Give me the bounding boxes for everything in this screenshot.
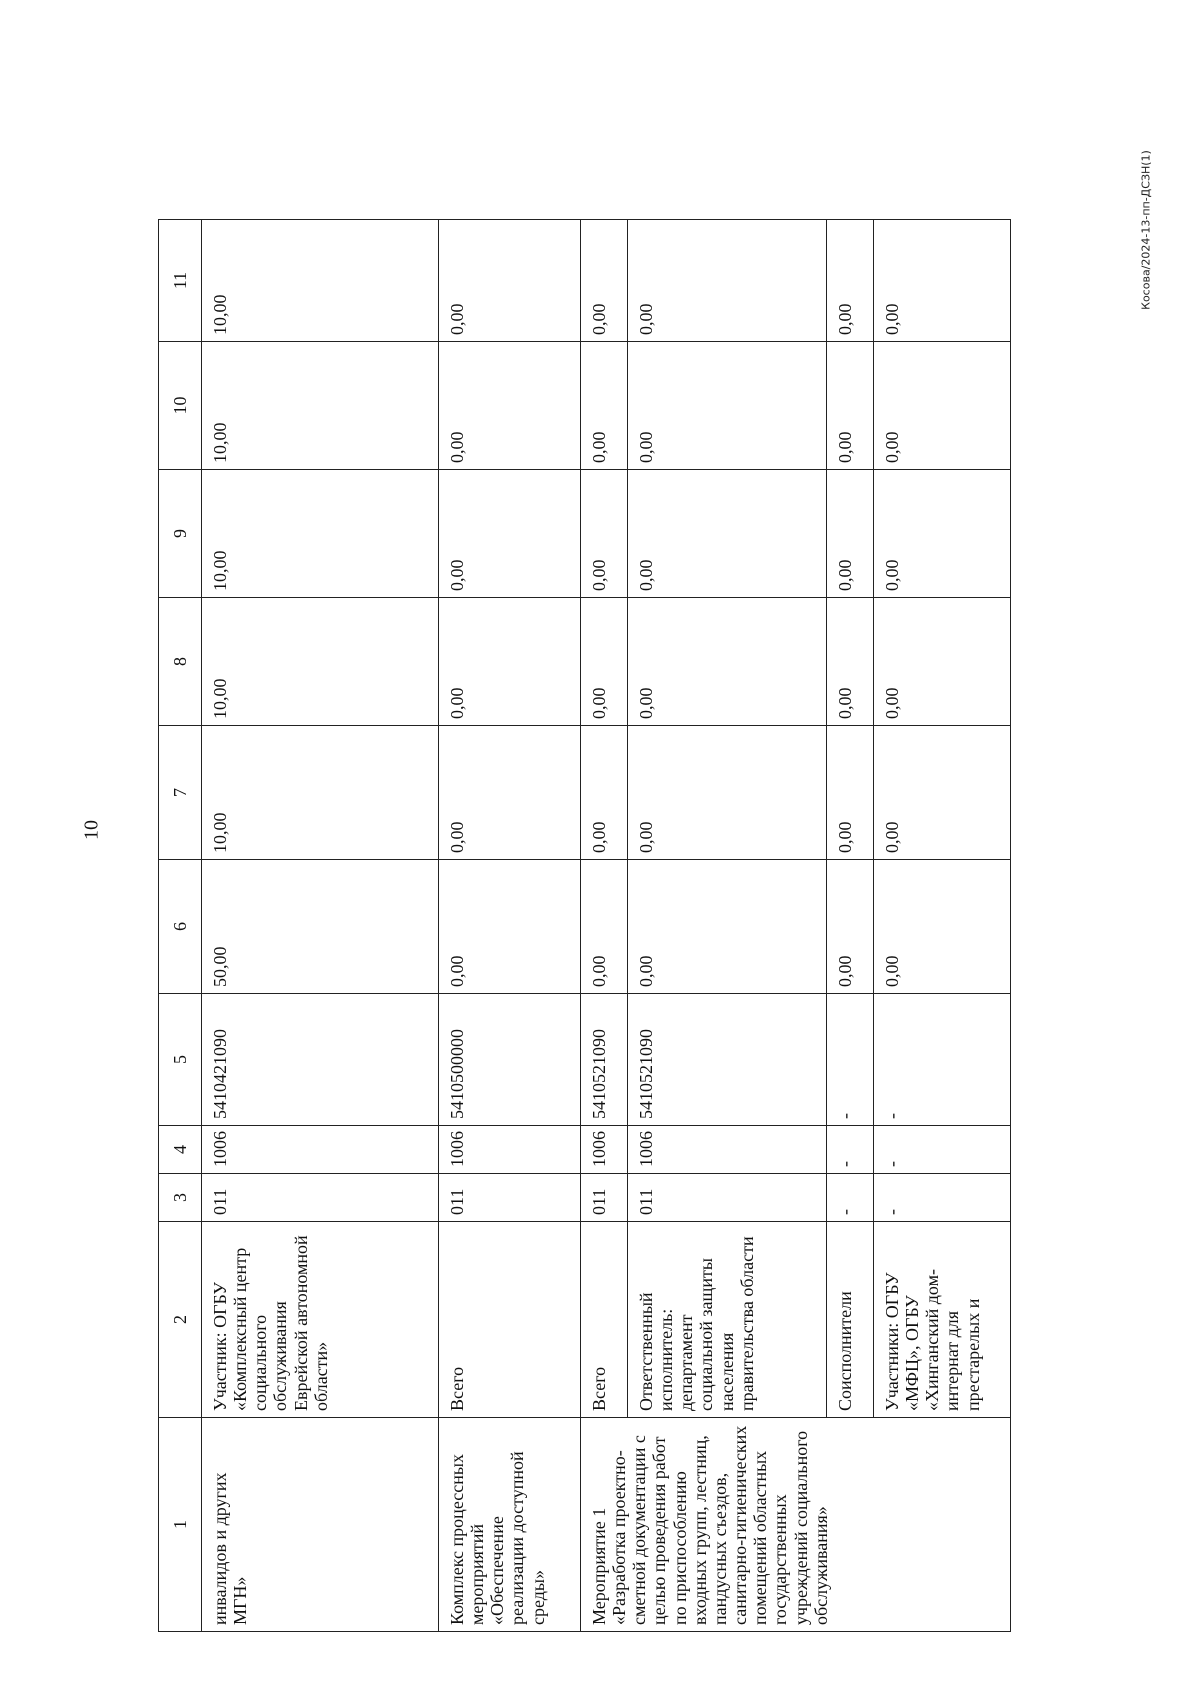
code-cell: -	[827, 1126, 874, 1174]
code-cell: 011	[202, 1174, 439, 1222]
participant-cell: Участник: ОГБУ «Комплексный центр социального обслуживания Еврейской автономной области»	[202, 1222, 439, 1418]
budget-table	[158, 219, 1011, 1632]
value-cell: 0,00	[439, 470, 581, 598]
value-cell: 0,00	[827, 342, 874, 470]
code-cell: -	[827, 1174, 874, 1222]
code-cell: 011	[581, 1174, 628, 1222]
value-cell: 0,00	[628, 726, 827, 860]
measure-name-cell: инвалидов и других МГН»	[202, 1418, 439, 1632]
header-cell: 6	[159, 860, 202, 994]
code-cell: -	[874, 1174, 1011, 1222]
header-cell: 10	[159, 342, 202, 470]
code-cell: 011	[628, 1174, 827, 1222]
code-cell: 1006	[202, 1126, 439, 1174]
value-cell: 0,00	[581, 860, 628, 994]
value-cell: 0,00	[439, 726, 581, 860]
measure-name-cell: Мероприятие 1 «Разработка проектно-сметной документации с целью проведения работ по приспособлению входных групп, лестниц, пандусных съездов, санитарно-гигиенических помещений областных государственных учреждений социального обслуживания»	[581, 1418, 1011, 1632]
table-row	[439, 220, 581, 1632]
value-cell: 0,00	[581, 598, 628, 726]
table-row	[581, 220, 628, 1632]
value-cell: 0,00	[628, 860, 827, 994]
code-cell: 011	[439, 1174, 581, 1222]
value-cell: 10,00	[202, 342, 439, 470]
value-cell: 0,00	[827, 470, 874, 598]
header-cell: 3	[159, 1174, 202, 1222]
value-cell: 0,00	[439, 342, 581, 470]
value-cell: 0,00	[874, 598, 1011, 726]
value-cell: 0,00	[439, 220, 581, 342]
document-code: Косова/2024-13-пп-ДСЗН(1)	[1139, 150, 1153, 310]
value-cell: 0,00	[581, 726, 628, 860]
value-cell: 0,00	[439, 860, 581, 994]
value-cell: 0,00	[827, 860, 874, 994]
value-cell: 0,00	[439, 598, 581, 726]
code-cell: -	[827, 994, 874, 1126]
value-cell: 0,00	[874, 860, 1011, 994]
header-cell: 1	[159, 1418, 202, 1632]
header-cell: 2	[159, 1222, 202, 1418]
participant-cell: Всего	[581, 1222, 628, 1418]
value-cell: 0,00	[581, 342, 628, 470]
table-wrapper	[158, 220, 996, 1632]
value-cell: 0,00	[874, 726, 1011, 860]
value-cell: 0,00	[874, 342, 1011, 470]
value-cell: 0,00	[874, 470, 1011, 598]
code-cell: 5410421090	[202, 994, 439, 1126]
code-cell: 5410521090	[581, 994, 628, 1126]
header-cell: 11	[159, 220, 202, 342]
table-row	[202, 220, 439, 1632]
participant-cell: Соисполнители	[827, 1222, 874, 1418]
value-cell: 10,00	[202, 220, 439, 342]
code-cell: 5410521090	[628, 994, 827, 1126]
code-cell: 1006	[581, 1126, 628, 1174]
value-cell: 0,00	[581, 220, 628, 342]
value-cell: 10,00	[202, 470, 439, 598]
value-cell: 0,00	[874, 220, 1011, 342]
header-cell: 5	[159, 994, 202, 1126]
value-cell: 0,00	[628, 470, 827, 598]
header-cell: 7	[159, 726, 202, 860]
code-cell: -	[874, 1126, 1011, 1174]
value-cell: 0,00	[827, 220, 874, 342]
measure-name-cell: Комплекс процессных мероприятий «Обеспечение реализации доступной среды»	[439, 1418, 581, 1632]
value-cell: 10,00	[202, 726, 439, 860]
value-cell: 0,00	[827, 726, 874, 860]
code-cell: -	[874, 994, 1011, 1126]
page-number: 10	[80, 820, 103, 840]
participant-cell: Ответственный исполнитель: департамент социальной защиты населения правительства области	[628, 1222, 827, 1418]
header-cell: 4	[159, 1126, 202, 1174]
value-cell: 0,00	[827, 598, 874, 726]
value-cell: 0,00	[628, 220, 827, 342]
value-cell: 50,00	[202, 860, 439, 994]
participant-cell: Участники: ОГБУ «МФЦ», ОГБУ «Хинганский дом-интернат для престарелых и	[874, 1222, 1011, 1418]
value-cell: 0,00	[628, 342, 827, 470]
code-cell: 1006	[439, 1126, 581, 1174]
participant-cell: Всего	[439, 1222, 581, 1418]
value-cell: 0,00	[628, 598, 827, 726]
code-cell: 5410500000	[439, 994, 581, 1126]
header-cell: 9	[159, 470, 202, 598]
value-cell: 10,00	[202, 598, 439, 726]
value-cell: 0,00	[581, 470, 628, 598]
header-row	[159, 220, 202, 1632]
header-cell: 8	[159, 598, 202, 726]
code-cell: 1006	[628, 1126, 827, 1174]
